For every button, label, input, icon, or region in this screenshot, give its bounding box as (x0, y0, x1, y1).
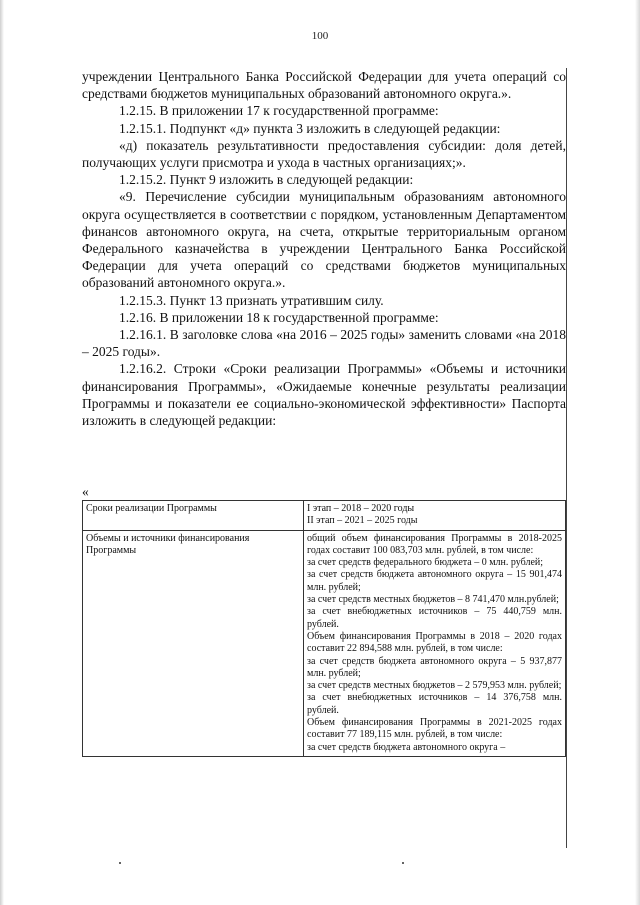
content-line: за счет средств бюджета автономного округа – 15 901,474 млн. рублей; (307, 569, 562, 593)
page-number: 100 (311, 30, 329, 42)
scan-dot (402, 862, 404, 864)
content-line: за счет внебюджетных источников – 75 440,759 млн. рублей. (307, 606, 562, 630)
paragraph: 1.2.16.1. В заголовке слова «на 2016 – 2025 годы» заменить словами «на 2018 – 2025 годы». (82, 327, 566, 360)
content-line: за счет внебюджетных источников – 14 376,758 млн. рублей. (307, 692, 562, 716)
scan-edge-left (0, 0, 4, 905)
body-text (82, 68, 566, 429)
scan-dot (119, 862, 121, 864)
table-row (83, 501, 566, 531)
content-line: Объем финансирования Программы в 2018 – 2020 годах составит 22 894,588 млн. рублей, в том числе: (307, 630, 562, 655)
paragraph: 1.2.15.2. Пункт 9 изложить в следующей редакции: (119, 172, 414, 188)
paragraph: 1.2.16.2. Строки «Сроки реализации Программы» «Объемы и источники финансирования Программы», «Ожидаемые конечные результаты реализации Программы и показатели ее социально-экономической эффективности» Паспорта изложить в следующей редакции: (82, 361, 566, 429)
content-line: за счет средств местных бюджетов – 8 741,470 млн.рублей; (307, 594, 559, 606)
row-label: Сроки реализации Программы (83, 501, 304, 531)
paragraph: учреждении Центрального Банка Российской Федерации для учета операций со средствами бюджетов муниципальных образований автономного округа.». (82, 69, 566, 102)
scan-margin-line (566, 68, 567, 848)
content-line: за счет средств бюджета автономного округа – (307, 741, 506, 753)
content-line: I этап – 2018 – 2020 годы (307, 503, 415, 514)
table-row (83, 530, 566, 756)
row-label: Объемы и источники финансирования Программы (83, 530, 304, 756)
content-line: за счет средств бюджета автономного округа – 5 937,877 млн. рублей; (307, 655, 562, 679)
paragraph: 1.2.15. В приложении 17 к государственной программе: (119, 103, 439, 119)
content-line: II этап – 2021 – 2025 годы (307, 515, 418, 527)
row-content (304, 530, 566, 756)
paragraph: «9. Перечисление субсидии муниципальным образованиям автономного округа осуществляется в соответствии с порядком, установленным Департаментом финансов автономного округа, на счета, открытые территориальным органом Федерального казначейства в учреждении Центрального Банка Российской Федерации для учета операций со средствами бюджетов муниципальных образований автономного округа.». (82, 189, 566, 291)
content-line: общий объем финансирования Программы в 2018-2025 годах составит 100 083,703 млн. рублей, в том числе: (307, 532, 562, 556)
paragraph: 1.2.15.3. Пункт 13 признать утратившим силу. (119, 292, 384, 308)
paragraph: «д) показатель результативности предоставления субсидии: доля детей, получающих услуги присмотра и ухода в частных организациях;». (82, 137, 566, 171)
paragraph: 1.2.16. В приложении 18 к государственной программе: (119, 309, 439, 325)
paragraph: 1.2.15.1. Подпункт «д» пункта 3 изложить в следующей редакции: (119, 120, 501, 136)
passport-table (82, 500, 566, 757)
content-line: за счет средств местных бюджетов – 2 579,953 млн. рублей; (307, 680, 562, 692)
open-quote: « (82, 484, 89, 499)
content-line: Объем финансирования Программы в 2021-2025 годах составит 77 189,115 млн. рублей, в том числе: (307, 717, 562, 741)
content-line: за счет средств федерального бюджета – 0 млн. рублей; (307, 557, 544, 569)
scan-edge-right (635, 0, 640, 905)
row-content (304, 501, 566, 531)
